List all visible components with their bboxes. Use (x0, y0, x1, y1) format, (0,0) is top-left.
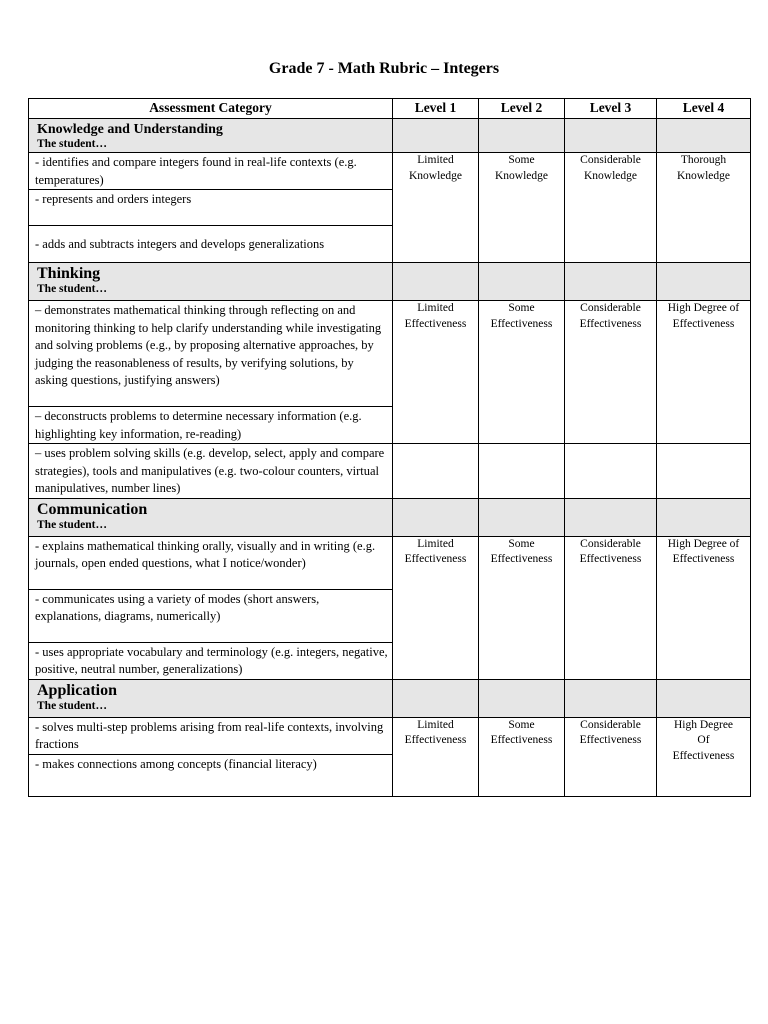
section-subtitle: The student… (37, 283, 107, 295)
descriptor-line: Considerable (580, 302, 641, 314)
empty-cell (657, 498, 751, 536)
descriptor-line: Limited (417, 154, 454, 166)
level-3-descriptor (565, 536, 657, 679)
level-4-descriptor (657, 301, 751, 444)
empty-cell (393, 498, 479, 536)
empty-cell (393, 119, 479, 153)
descriptor-line: Effectiveness (579, 734, 642, 746)
criterion-text: - solves multi-step problems arising from real-life contexts, involving fractions (29, 717, 393, 754)
empty-cell (393, 263, 479, 301)
descriptor-line: Limited (417, 537, 454, 550)
level-1-descriptor (393, 301, 479, 444)
descriptor-line: Some (508, 302, 535, 314)
criterion-row (29, 717, 751, 754)
descriptor-line: Some (508, 154, 535, 166)
descriptor-line: Effectiveness (672, 317, 735, 330)
level-4-descriptor (657, 717, 751, 796)
section-header-communication (29, 498, 751, 536)
level-3-descriptor (565, 301, 657, 444)
level-2-descriptor (479, 153, 565, 263)
criterion-row (29, 444, 751, 499)
descriptor-line: Effectiveness (490, 734, 553, 746)
empty-cell (565, 444, 657, 499)
empty-cell (565, 498, 657, 536)
empty-cell (393, 679, 479, 717)
descriptor-line: Limited (417, 718, 454, 731)
page-title: Grade 7 - Math Rubric – Integers (268, 60, 500, 77)
descriptor-line: Effectiveness (404, 553, 467, 565)
descriptor-line: Thorough (680, 154, 727, 166)
empty-cell (657, 263, 751, 301)
section-subtitle: The student… (37, 699, 107, 712)
header-assessment-category: Assessment Category (29, 99, 393, 119)
criterion-text: - communicates using a variety of modes (short answers, explanations, diagrams, numerically) (29, 589, 393, 642)
section-title: Application (37, 681, 118, 699)
descriptor-line: Knowledge (583, 169, 637, 182)
section-title: Thinking (37, 265, 101, 282)
descriptor-line: Knowledge (494, 169, 548, 182)
empty-cell (479, 498, 565, 536)
level-1-descriptor (393, 536, 479, 679)
empty-cell (565, 119, 657, 153)
section-header-thinking (29, 263, 751, 301)
empty-cell (657, 444, 751, 499)
descriptor-line: Effectiveness (672, 553, 735, 565)
header-level-4: Level 4 (657, 99, 751, 119)
descriptor-line: Effectiveness (579, 553, 642, 565)
empty-cell (657, 119, 751, 153)
descriptor-line: Considerable (580, 537, 641, 550)
descriptor-line: Effectiveness (579, 317, 642, 330)
empty-cell (565, 263, 657, 301)
level-1-descriptor (393, 153, 479, 263)
section-title-cell (29, 679, 393, 717)
criterion-text: – uses problem solving skills (e.g. develop, select, apply and compare strategies), tools and manipulatives (e.g. two-colour counters, virtual manipulatives, number lines) (29, 444, 393, 499)
section-subtitle: The student… (37, 518, 107, 531)
level-3-descriptor (565, 153, 657, 263)
level-2-descriptor (479, 717, 565, 796)
descriptor-line: Considerable (580, 154, 641, 166)
descriptor-line: High Degree of (667, 537, 740, 550)
descriptor-line: Knowledge (676, 169, 730, 182)
criterion-text: - makes connections among concepts (financial literacy) (29, 754, 393, 796)
section-header-application (29, 679, 751, 717)
descriptor-line: Some (508, 718, 535, 731)
header-row (29, 99, 751, 119)
criterion-text: - explains mathematical thinking orally, visually and in writing (e.g. journals, open ended questions, what I notice/wonder) (29, 536, 393, 589)
level-4-descriptor (657, 536, 751, 679)
empty-cell (479, 444, 565, 499)
descriptor-line: Limited (417, 302, 454, 314)
empty-cell (657, 679, 751, 717)
descriptor-line: Some (508, 537, 535, 550)
criterion-row (29, 153, 751, 190)
empty-cell (479, 119, 565, 153)
descriptor-line: Of (697, 734, 710, 746)
criterion-text: - represents and orders integers (29, 190, 393, 226)
criterion-text: – demonstrates mathematical thinking through reflecting on and monitoring thinking to help clarify understanding while investigating and solving problems (e.g., by proposing alternative approaches, by judging the reasonableness of results, by verifying solutions, by asking questions, justifying answers) (29, 301, 393, 407)
descriptor-line: Effectiveness (404, 734, 467, 746)
criterion-text: – deconstructs problems to determine necessary information (e.g. highlighting key information, re-reading) (29, 407, 393, 444)
descriptor-line: Effectiveness (490, 317, 553, 330)
header-level-2: Level 2 (479, 99, 565, 119)
header-level-1: Level 1 (393, 99, 479, 119)
level-4-descriptor (657, 153, 751, 263)
criterion-text: - identifies and compare integers found in real-life contexts (e.g. temperatures) (29, 153, 393, 190)
descriptor-line: Effectiveness (490, 553, 553, 565)
empty-cell (393, 444, 479, 499)
level-2-descriptor (479, 301, 565, 444)
level-2-descriptor (479, 536, 565, 679)
descriptor-line: Knowledge (408, 169, 462, 182)
section-title: Communication (37, 500, 148, 518)
header-level-3: Level 3 (565, 99, 657, 119)
descriptor-line: High Degree (673, 718, 734, 731)
section-header-knowledge (29, 119, 751, 153)
criterion-text: - uses appropriate vocabulary and terminology (e.g. integers, negative, positive, neutral number, generalizations) (29, 642, 393, 679)
criterion-row (29, 536, 751, 589)
section-title-cell (29, 498, 393, 536)
descriptor-line: Considerable (580, 718, 641, 731)
level-3-descriptor (565, 717, 657, 796)
empty-cell (479, 263, 565, 301)
rubric-table (28, 98, 751, 797)
level-1-descriptor (393, 717, 479, 796)
section-subtitle: The student… (37, 138, 107, 150)
section-title-cell (29, 263, 393, 301)
descriptor-line: Effectiveness (404, 317, 467, 330)
section-title-cell (29, 119, 393, 153)
empty-cell (565, 679, 657, 717)
empty-cell (479, 679, 565, 717)
criterion-text: - adds and subtracts integers and develops generalizations (29, 226, 393, 263)
descriptor-line: Effectiveness (672, 749, 735, 762)
criterion-row (29, 301, 751, 407)
descriptor-line: High Degree of (667, 302, 740, 314)
section-title: Knowledge and Understanding (37, 122, 223, 137)
